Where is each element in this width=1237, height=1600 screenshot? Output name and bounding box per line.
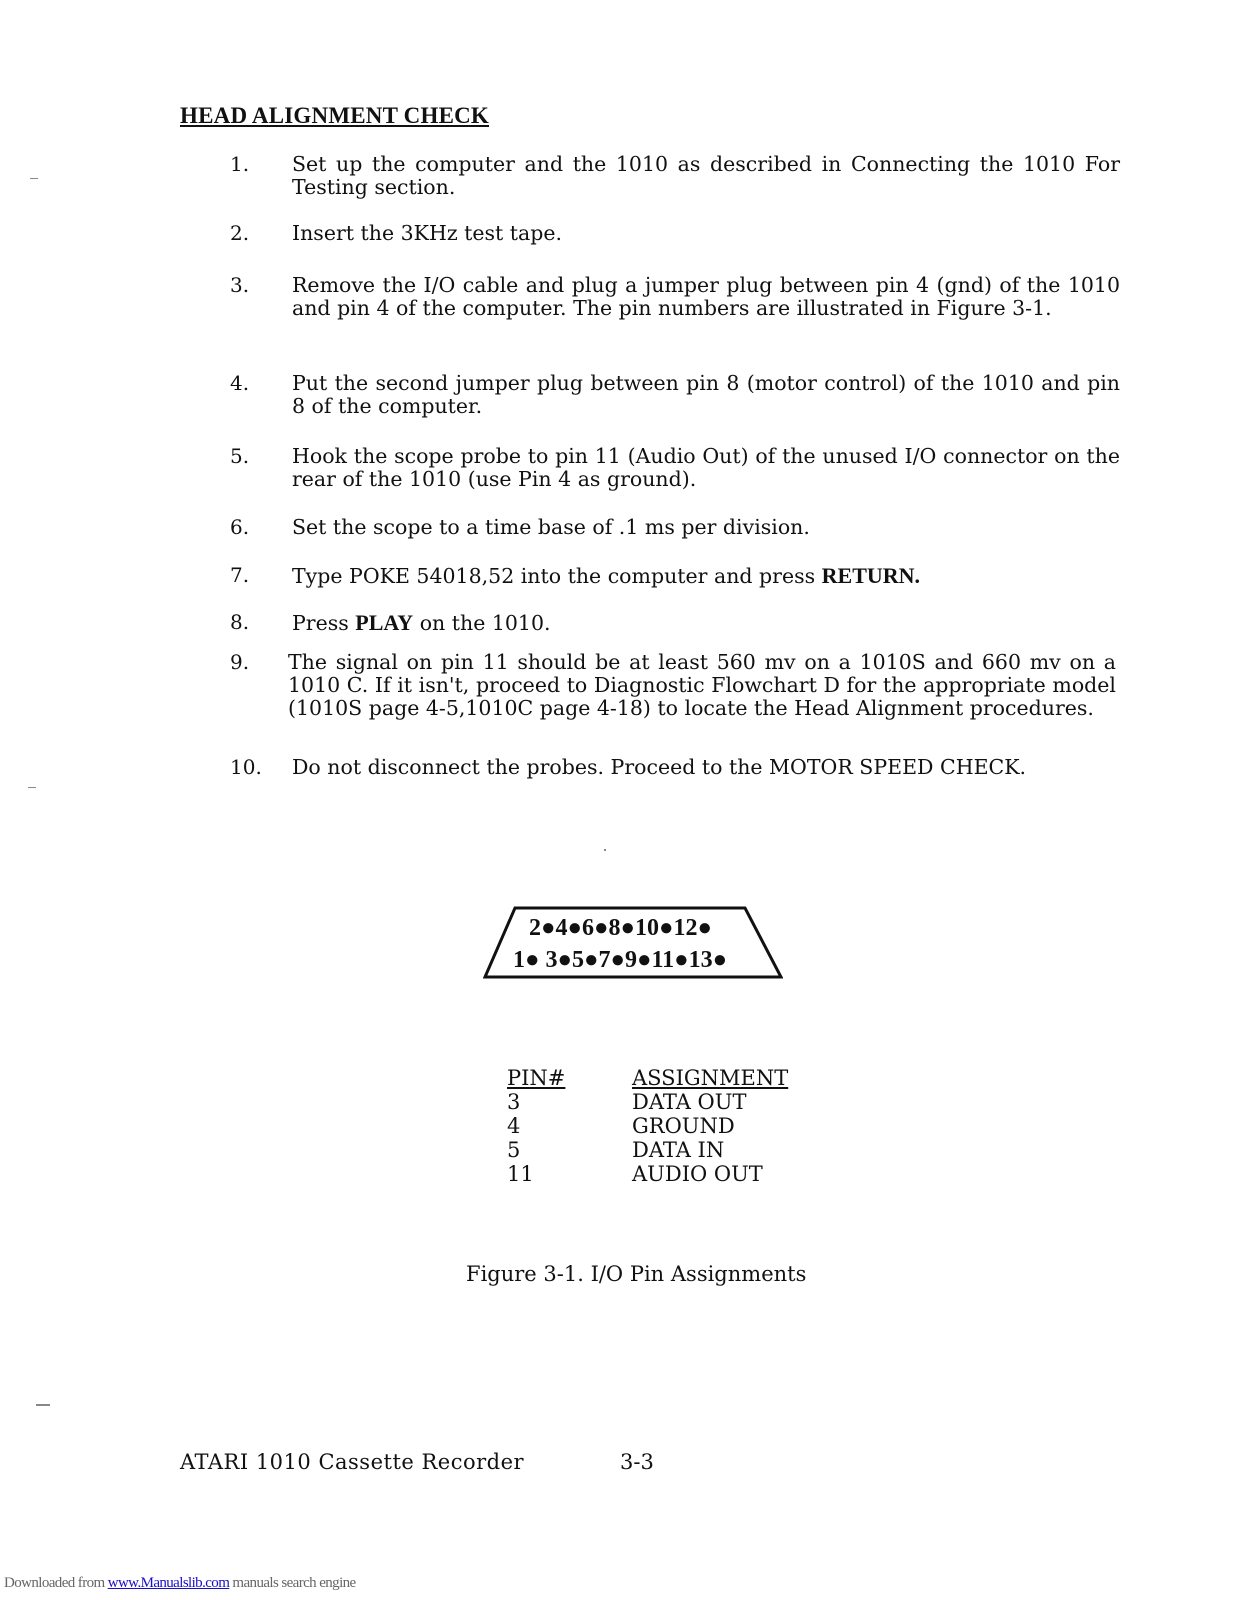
table-row	[507, 1114, 907, 1138]
step-text: Insert the 3KHz test tape.	[292, 221, 563, 245]
step-number: 5.	[230, 444, 250, 468]
step-text	[292, 564, 1120, 588]
step-text-bold: PLAY	[355, 610, 414, 635]
step-number: 4.	[230, 371, 250, 395]
pin-header: PIN#	[507, 1066, 566, 1090]
step-text: Do not disconnect the probes. Proceed to the MOTOR SPEED CHECK.	[292, 755, 1027, 779]
manualslib-link[interactable]: www.Manualslib.com	[107, 1575, 230, 1591]
pin-assignment: AUDIO OUT	[632, 1162, 763, 1186]
scan-mark	[30, 178, 38, 179]
download-notice	[4, 1575, 356, 1592]
scan-mark	[28, 787, 36, 788]
step-number: 2.	[230, 221, 250, 245]
connector-bottom-row: 1● 3●5●7●9●11●13●	[513, 947, 728, 973]
pin-number: 11	[507, 1162, 534, 1186]
step-text-part: on the 1010.	[413, 611, 551, 635]
pin-assignment: DATA IN	[632, 1138, 725, 1162]
download-prefix: Downloaded from	[4, 1575, 108, 1591]
step-text: Remove the I/O cable and plug a jumper plug between pin 4 (gnd) of the 1010 and pin 4 of the computer. The pin numbers are illustrated in Figure 3-1.	[292, 273, 1120, 320]
step-text	[292, 611, 1120, 635]
pin-number: 5	[507, 1138, 521, 1162]
step-text-bold: RETURN.	[821, 563, 921, 588]
step-number: 3.	[230, 273, 250, 297]
step-number: 10.	[230, 755, 262, 779]
step-number: 7.	[230, 563, 250, 587]
step-text: Hook the scope probe to pin 11 (Audio Out) of the unused I/O connector on the rear of the 1010 (use Pin 4 as ground).	[292, 444, 1120, 491]
footer-title: ATARI 1010 Cassette Recorder	[180, 1450, 525, 1474]
step-text: The signal on pin 11 should be at least 560 mv on a 1010S and 660 mv on a 1010 C. If it isn't, proceed to Diagnostic Flowchart D for the appropriate model (1010S page 4-5,1010C page 4-18) to locate the Head Alignment procedures.	[288, 650, 1116, 720]
step-number: 6.	[230, 515, 250, 539]
step-number: 9.	[230, 650, 250, 674]
page-number: 3-3	[620, 1450, 654, 1474]
table-row	[507, 1162, 907, 1186]
pin-number: 3	[507, 1090, 521, 1114]
step-text: Put the second jumper plug between pin 8 (motor control) of the 1010 and pin 8 of the computer.	[292, 371, 1120, 418]
figure-caption: Figure 3-1. I/O Pin Assignments	[466, 1262, 807, 1286]
pin-assignment: DATA OUT	[632, 1090, 747, 1114]
step-text: Set up the computer and the 1010 as described in Connecting the 1010 For Testing section.	[292, 152, 1120, 199]
step-number: 8.	[230, 610, 250, 634]
table-header	[507, 1066, 907, 1090]
io-connector-diagram	[483, 905, 783, 980]
scan-mark	[36, 1404, 50, 1406]
step-text-part: Type POKE 54018,52 into the computer and press	[292, 564, 822, 588]
section-heading: HEAD ALIGNMENT CHECK	[180, 103, 490, 128]
step-text: Set the scope to a time base of .1 ms per division.	[292, 515, 810, 539]
pin-assignment: GROUND	[632, 1114, 735, 1138]
step-text-part: Press	[292, 611, 356, 635]
table-row	[507, 1090, 907, 1114]
assignment-header: ASSIGNMENT	[632, 1066, 789, 1090]
pin-number: 4	[507, 1114, 521, 1138]
scan-mark	[604, 849, 606, 851]
table-row	[507, 1138, 907, 1162]
download-suffix: manuals search engine	[229, 1575, 356, 1591]
step-number: 1.	[230, 152, 250, 176]
connector-top-row: 2●4●6●8●10●12●	[529, 915, 712, 941]
